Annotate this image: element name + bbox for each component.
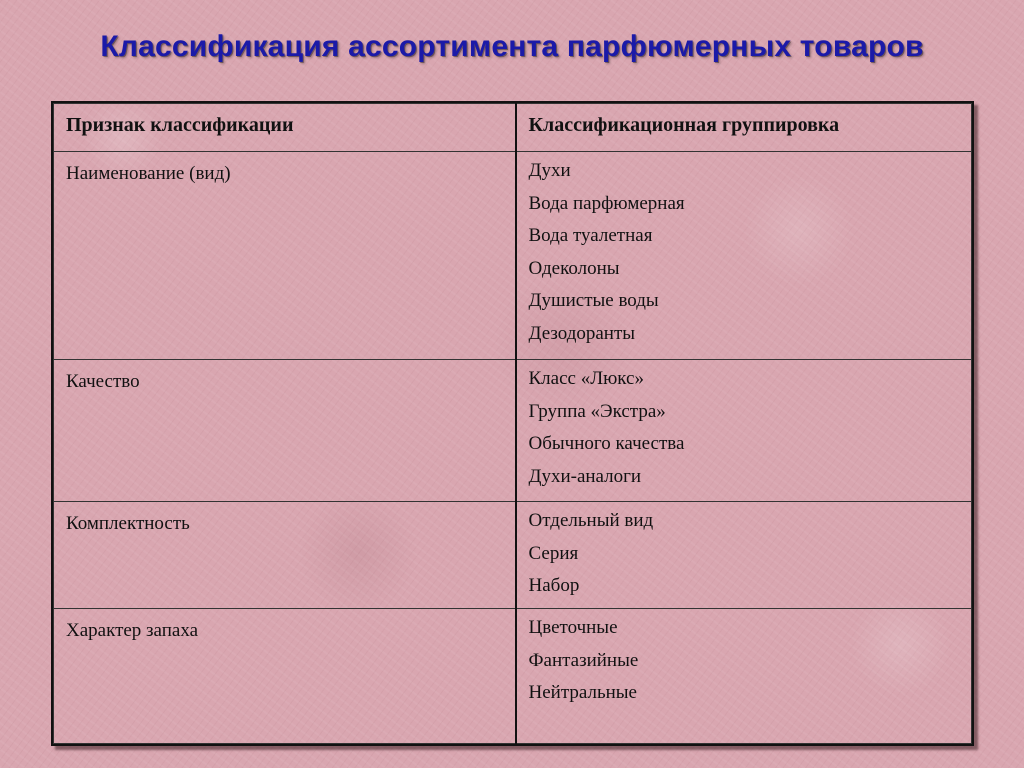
classification-table — [51, 101, 974, 746]
grouping-item: Душистые воды — [528, 290, 659, 311]
column-header-feature: Признак классификации — [54, 104, 516, 152]
slide-title: Классификация ассортимента парфюмерных товаров — [100, 30, 924, 63]
table-header-row — [54, 104, 972, 152]
grouping-item: Нейтральные — [528, 682, 637, 703]
grouping-item: Одеколоны — [528, 257, 620, 279]
feature-label: Характер запаха — [66, 620, 199, 641]
feature-label: Качество — [66, 371, 140, 392]
grouping-item: Духи-аналоги — [528, 465, 642, 487]
grouping-item: Дезодоранты — [528, 322, 636, 344]
table-row — [54, 609, 972, 744]
grouping-item: Фантазийные — [528, 649, 639, 671]
feature-cell — [54, 152, 516, 360]
grouping-item: Вода парфюмерная — [528, 192, 685, 214]
grouping-item: Набор — [528, 575, 580, 596]
table-row — [54, 152, 972, 360]
grouping-cell — [516, 152, 972, 360]
column-header-grouping: Классификационная группировка — [516, 104, 972, 152]
grouping-item: Вода туалетная — [528, 225, 653, 246]
grouping-cell — [516, 502, 972, 609]
grouping-item: Отдельный вид — [528, 510, 654, 531]
table-row — [54, 360, 972, 502]
grouping-item: Цветочные — [528, 617, 618, 638]
grouping-item: Духи — [528, 160, 571, 181]
feature-cell — [54, 609, 516, 744]
grouping-item: Обычного качества — [528, 433, 685, 454]
feature-label: Комплектность — [66, 513, 190, 534]
feature-cell — [54, 360, 516, 502]
feature-cell — [54, 502, 516, 609]
grouping-cell — [516, 360, 972, 502]
grouping-cell — [516, 609, 972, 744]
grouping-item: Группа «Экстра» — [528, 400, 666, 422]
grouping-item: Серия — [528, 542, 579, 564]
classification-table-grid — [53, 103, 972, 744]
feature-label: Наименование (вид) — [66, 163, 231, 184]
grouping-item: Класс «Люкс» — [528, 368, 644, 389]
table-row — [54, 502, 972, 609]
